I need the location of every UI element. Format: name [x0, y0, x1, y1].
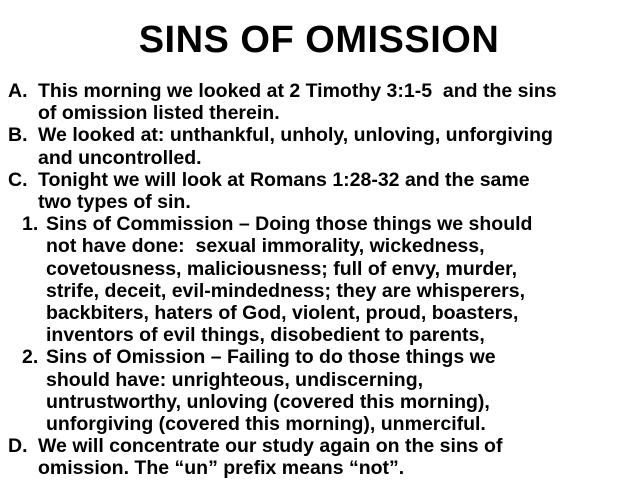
text-line: backbiters, haters of God, violent, proud, boasters, — [46, 302, 519, 325]
sub-list-marker: 2. — [22, 346, 39, 369]
slide-body — [8, 80, 634, 480]
sub-item-1 — [8, 213, 634, 346]
slide-title: SINS OF OMISSION — [138, 19, 500, 61]
sub-item-text — [46, 346, 634, 435]
text-line: two types of sin. — [38, 191, 191, 214]
list-item-d — [8, 435, 634, 479]
sub-item-text — [46, 213, 634, 346]
text-line: should have: unrighteous, undiscerning, — [46, 368, 424, 391]
text-line: of omission listed therein. — [38, 102, 280, 125]
list-item-c — [8, 169, 634, 213]
text-line: Tonight we will look at Romans 1:28-32 and the same — [38, 168, 530, 191]
list-item-text — [38, 124, 634, 168]
list-item-text — [38, 80, 634, 124]
text-line: We will concentrate our study again on the sins of — [38, 435, 503, 458]
text-line: We looked at: unthankful, unholy, unloving, unforgiving — [38, 124, 553, 147]
text-line: This morning we looked at 2 Timothy 3:1-5 and the sins — [38, 80, 557, 102]
text-line: omission. The “un” prefix means “not”. — [38, 457, 405, 480]
text-line: covetousness, maliciousness; full of envy, murder, — [46, 257, 518, 280]
list-marker: B. — [8, 124, 28, 147]
sub-item-2 — [8, 346, 634, 435]
text-line: Sins of Commission – Doing those things we should — [46, 213, 533, 236]
list-marker: A. — [8, 80, 28, 102]
list-item-text — [38, 435, 634, 479]
text-line: untrustworthy, unloving (covered this morning), — [46, 390, 490, 413]
text-line: Sins of Omission – Failing to do those things we — [46, 346, 496, 369]
list-marker: C. — [8, 168, 28, 191]
text-line: strife, deceit, evil-mindedness; they are whisperers, — [46, 279, 526, 302]
text-line: unforgiving (covered this morning), unmerciful. — [46, 413, 486, 436]
sub-list-marker: 1. — [22, 213, 39, 236]
list-item-b — [8, 124, 634, 168]
text-line: not have done: sexual immorality, wickedness, — [46, 235, 485, 258]
list-marker: D. — [8, 435, 28, 458]
text-line: inventors of evil things, disobedient to parents, — [46, 324, 485, 347]
text-line: and uncontrolled. — [38, 146, 202, 169]
list-item-a — [8, 80, 634, 124]
list-item-text — [38, 169, 634, 213]
